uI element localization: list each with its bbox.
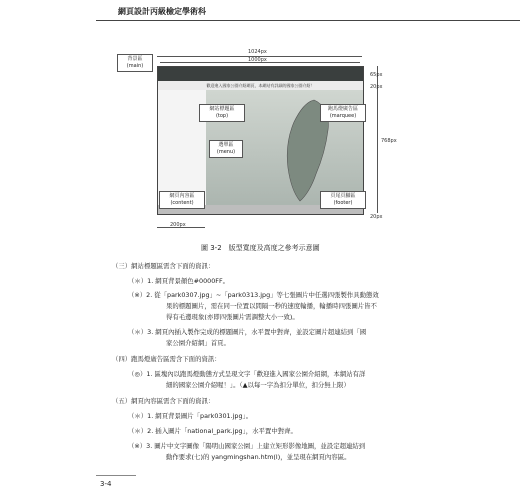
item-3-2-line1: （※）2. 從「park0307.jpg」~「park0313.jpg」等七張圖片中任選四張製作具動態效 — [128, 291, 379, 299]
item-5-2: （＊）2. 插入圖片「national_park.jpg」，水平置中對齊。 — [128, 427, 297, 435]
figure-caption: 圖 3-2 版型寬度及高度之參考示意圖 — [201, 244, 320, 252]
height-20-bottom-label: 20px — [370, 214, 383, 220]
item-3-3-line1: （＊）3. 網頁內插入製作完成的標題圖片，水平置中對齊，並設定圖片超連結到「國 — [128, 328, 367, 336]
width-200-label: 200px — [170, 222, 186, 228]
item-3-2-line3: 得有毛邊現象(亦即四張圖片需調整大小一致)。 — [166, 313, 299, 321]
top-bar — [158, 67, 363, 81]
section-3-heading: （三）網站標題區需含下面的資訊： — [112, 262, 215, 270]
label-menu — [209, 140, 243, 158]
footer-rule — [96, 475, 136, 476]
width-1000-label: 1000px — [248, 57, 267, 63]
label-marquee-text: 跑馬燈廣告區 (marquee) — [327, 106, 358, 119]
item-4-1-line1: （◎）1. 區塊內以跑馬燈動態方式呈現文字「歡迎進入國家公園介紹網，本網站有詳 — [128, 370, 366, 378]
label-menu-text: 選單區 (menu) — [216, 142, 236, 155]
header-title: 網頁設計丙級檢定學術科 — [118, 6, 206, 16]
section-5-heading: （五）網頁內容區需含下面的資訊： — [112, 397, 215, 405]
width-1024-label: 1024px — [248, 49, 267, 55]
label-top-text: 網站標題區 (top) — [209, 106, 235, 119]
item-3-3-line2: 家公園介紹網」首頁。 — [166, 339, 230, 347]
label-top — [199, 104, 245, 122]
item-5-1: （＊）1. 網頁背景圖片「park0301.jpg」。 — [128, 412, 253, 420]
section-4-heading: （四）跑馬燈廣告區需含下面的資訊： — [112, 355, 221, 363]
header-rule — [96, 20, 520, 21]
item-5-3-line1: （※）3. 圖片中文字圖像「陽明山國家公園」上建立矩形影像地圖，並設定超連結到 — [128, 442, 366, 450]
marquee-strip: 歡迎進入國家公園介紹網頁，本網站有詳細的國家公園介紹！ — [158, 81, 363, 91]
height-20-top-label: 20px — [370, 84, 383, 90]
label-main — [117, 54, 153, 72]
item-3-1: （＊）1. 網頁背景顏色#0000FF。 — [128, 277, 230, 285]
height-65-label: 65px — [370, 72, 383, 78]
label-footer — [320, 191, 366, 209]
item-3-2-line2: 果的標題圖片，需在同一位置以間隔一秒的速度輪播，輪播時四張圖片皆不 — [166, 302, 377, 310]
page-number: 3-4 — [100, 480, 112, 488]
label-marquee — [320, 104, 366, 122]
item-4-1-line2: 細的國家公園介紹喔！」。（▲以每一字為扣分單位，扣分無上限） — [166, 381, 350, 389]
height-768-label: 768px — [381, 138, 397, 144]
page-header — [96, 4, 520, 18]
label-footer-text: 頁尾頁腳區 (footer) — [330, 193, 356, 206]
label-content-text: 網頁內容區 (content) — [169, 193, 195, 206]
label-content — [159, 191, 205, 209]
item-5-3-line2: 動作要求(七)的 yangmingshan.htm(l)，並呈現在網頁內容區。 — [166, 453, 351, 461]
label-main-text: 背景區 (main) — [126, 56, 144, 69]
